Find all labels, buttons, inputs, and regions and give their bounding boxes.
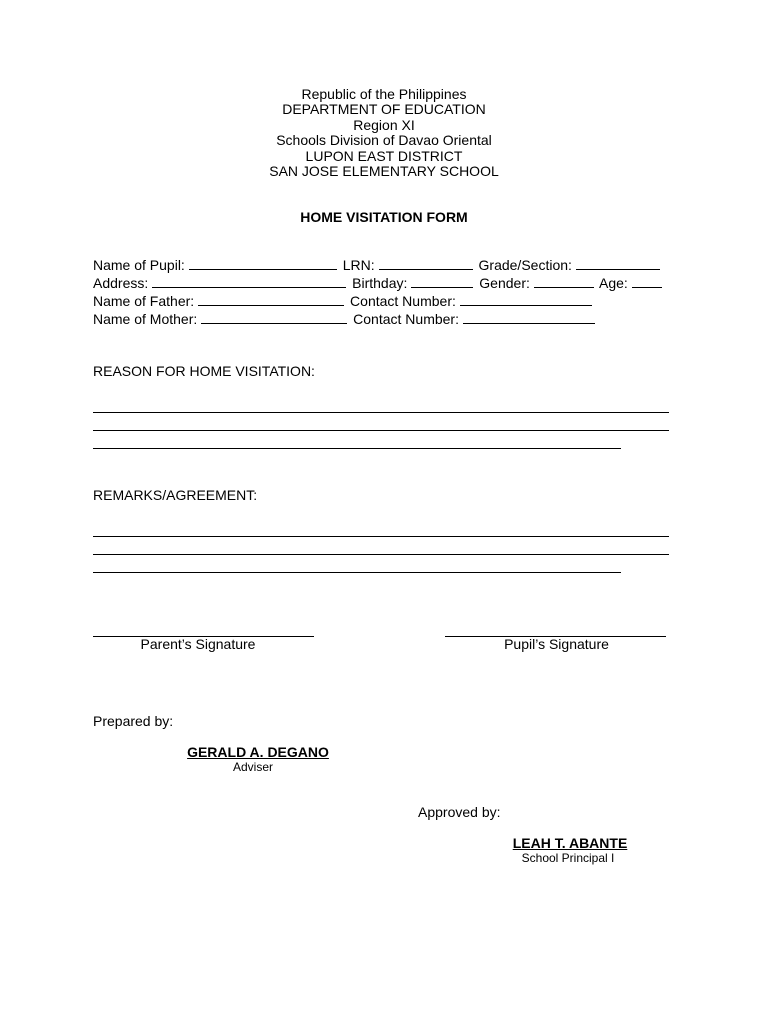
birthday-label: Birthday:: [352, 275, 408, 291]
principal-name: LEAH T. ABANTE: [512, 835, 628, 851]
parent-signature-label: Parent’s Signature: [140, 636, 256, 652]
age-field[interactable]: [632, 275, 662, 288]
remarks-line[interactable]: [93, 572, 621, 573]
birthday-field[interactable]: [411, 275, 473, 288]
letterhead: [0, 87, 768, 179]
approved-by-label: Approved by:: [418, 804, 501, 820]
mother-row: [93, 311, 597, 328]
prepared-by-label: Prepared by:: [93, 713, 174, 729]
reason-line[interactable]: [93, 412, 669, 413]
mother-name-field[interactable]: [201, 311, 347, 324]
father-contact-field[interactable]: [460, 293, 592, 306]
adviser-name: GERALD A. DEGANO: [187, 744, 329, 760]
address-field[interactable]: [152, 275, 346, 288]
father-name-field[interactable]: [198, 293, 344, 306]
letterhead-line: Republic of the Philippines: [301, 86, 467, 102]
letterhead-line: DEPARTMENT OF EDUCATION: [282, 101, 486, 118]
lrn-label: LRN:: [342, 257, 375, 273]
reason-line[interactable]: [93, 430, 669, 431]
remarks-line[interactable]: [93, 554, 669, 555]
remarks-line[interactable]: [93, 536, 669, 537]
letterhead-line: LUPON EAST DISTRICT: [305, 147, 463, 164]
pupil-name-label: Name of Pupil:: [93, 257, 185, 273]
form-title: HOME VISITATION FORM: [300, 209, 468, 225]
letterhead-line: Region XI: [353, 116, 415, 133]
pupil-info-row: [93, 257, 662, 274]
principal-role: School Principal I: [521, 851, 615, 865]
grade-section-field[interactable]: [576, 257, 660, 270]
address-label: Address:: [93, 275, 149, 291]
mother-contact-label: Contact Number:: [353, 311, 459, 327]
father-name-label: Name of Father:: [93, 293, 195, 309]
father-contact-label: Contact Number:: [350, 293, 456, 309]
gender-label: Gender:: [479, 275, 530, 291]
letterhead-line: SAN JOSE ELEMENTARY SCHOOL: [269, 163, 499, 180]
age-label: Age:: [599, 275, 628, 291]
lrn-field[interactable]: [379, 257, 473, 270]
father-row: [93, 293, 594, 310]
address-row: [93, 275, 664, 292]
adviser-role: Adviser: [232, 760, 273, 774]
mother-name-label: Name of Mother:: [93, 311, 198, 327]
pupil-signature-label: Pupil’s Signature: [504, 636, 609, 652]
mother-contact-field[interactable]: [463, 311, 595, 324]
grade-section-label: Grade/Section:: [478, 257, 572, 273]
remarks-heading: REMARKS/AGREEMENT:: [93, 487, 258, 503]
pupil-name-field[interactable]: [189, 257, 337, 270]
gender-field[interactable]: [534, 275, 594, 288]
reason-heading: REASON FOR HOME VISITATION:: [93, 363, 315, 379]
letterhead-line: Schools Division of Davao Oriental: [276, 132, 492, 149]
reason-line[interactable]: [93, 448, 621, 449]
